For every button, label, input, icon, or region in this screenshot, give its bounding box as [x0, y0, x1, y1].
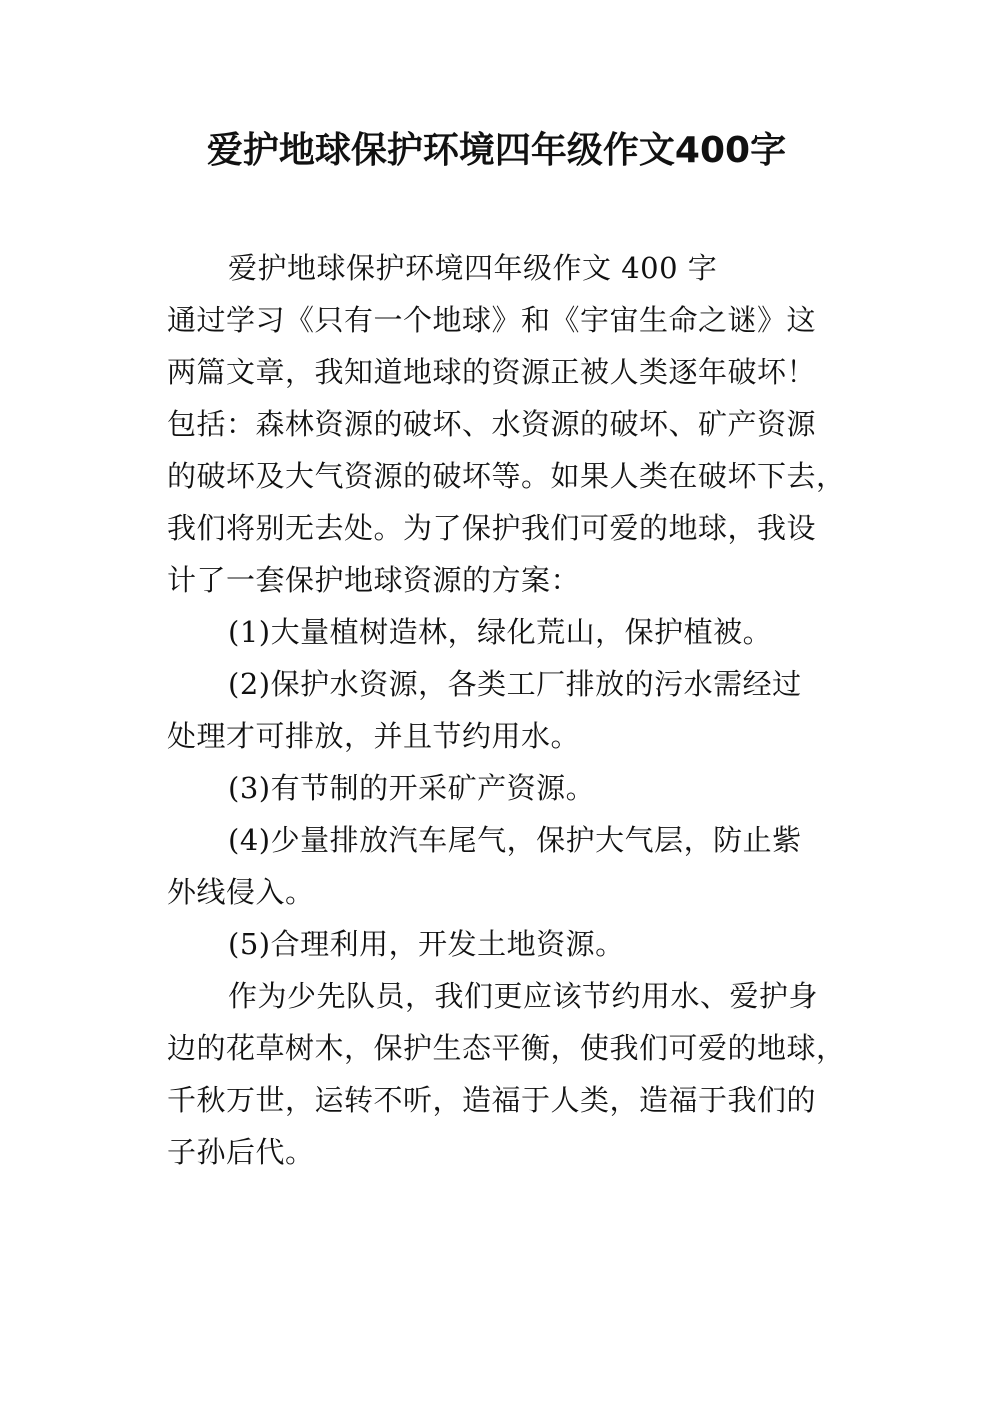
text-line: 千秋万世，运转不听，造福于人类，造福于我们的: [167, 1083, 817, 1117]
text-line: 我们将别无去处。为了保护我们可爱的地球，我设: [167, 511, 817, 545]
text-line: 作为少先队员，我们更应该节约用水、爱护身: [228, 979, 819, 1013]
text-line: (5)合理利用，开发土地资源。: [228, 927, 625, 961]
text-line: (3)有节制的开采矿产资源。: [228, 771, 596, 805]
text-line: (1)大量植树造林，绿化荒山，保护植被。: [228, 615, 773, 649]
text-line: (2)保护水资源，各类工厂排放的污水需经过: [228, 667, 802, 701]
text-line: 的破坏及大气资源的破坏等。如果人类在破坏下去，: [167, 459, 846, 493]
text-line: 通过学习《只有一个地球》和《宇宙生命之谜》这: [167, 303, 817, 337]
text-line: 爱护地球保护环境四年级作文 400 字: [228, 251, 718, 285]
text-line: 处理才可排放，并且节约用水。: [167, 719, 581, 753]
text-line: (4)少量排放汽车尾气，保护大气层，防止紫: [228, 823, 802, 857]
text-line: 两篇文章，我知道地球的资源正被人类逐年破坏！: [167, 355, 817, 389]
text-line: 边的花草树木，保护生态平衡，使我们可爱的地球，: [167, 1031, 846, 1065]
text-line: 计了一套保护地球资源的方案：: [167, 563, 581, 597]
text-line: 子孙后代。: [167, 1135, 315, 1169]
text-line: 包括：森林资源的破坏、水资源的破坏、矿产资源: [167, 407, 817, 441]
document-body: [167, 246, 867, 1182]
text-line: 外线侵入。: [167, 875, 315, 909]
document-title: 爱护地球保护环境四年级作文400字: [206, 130, 787, 171]
